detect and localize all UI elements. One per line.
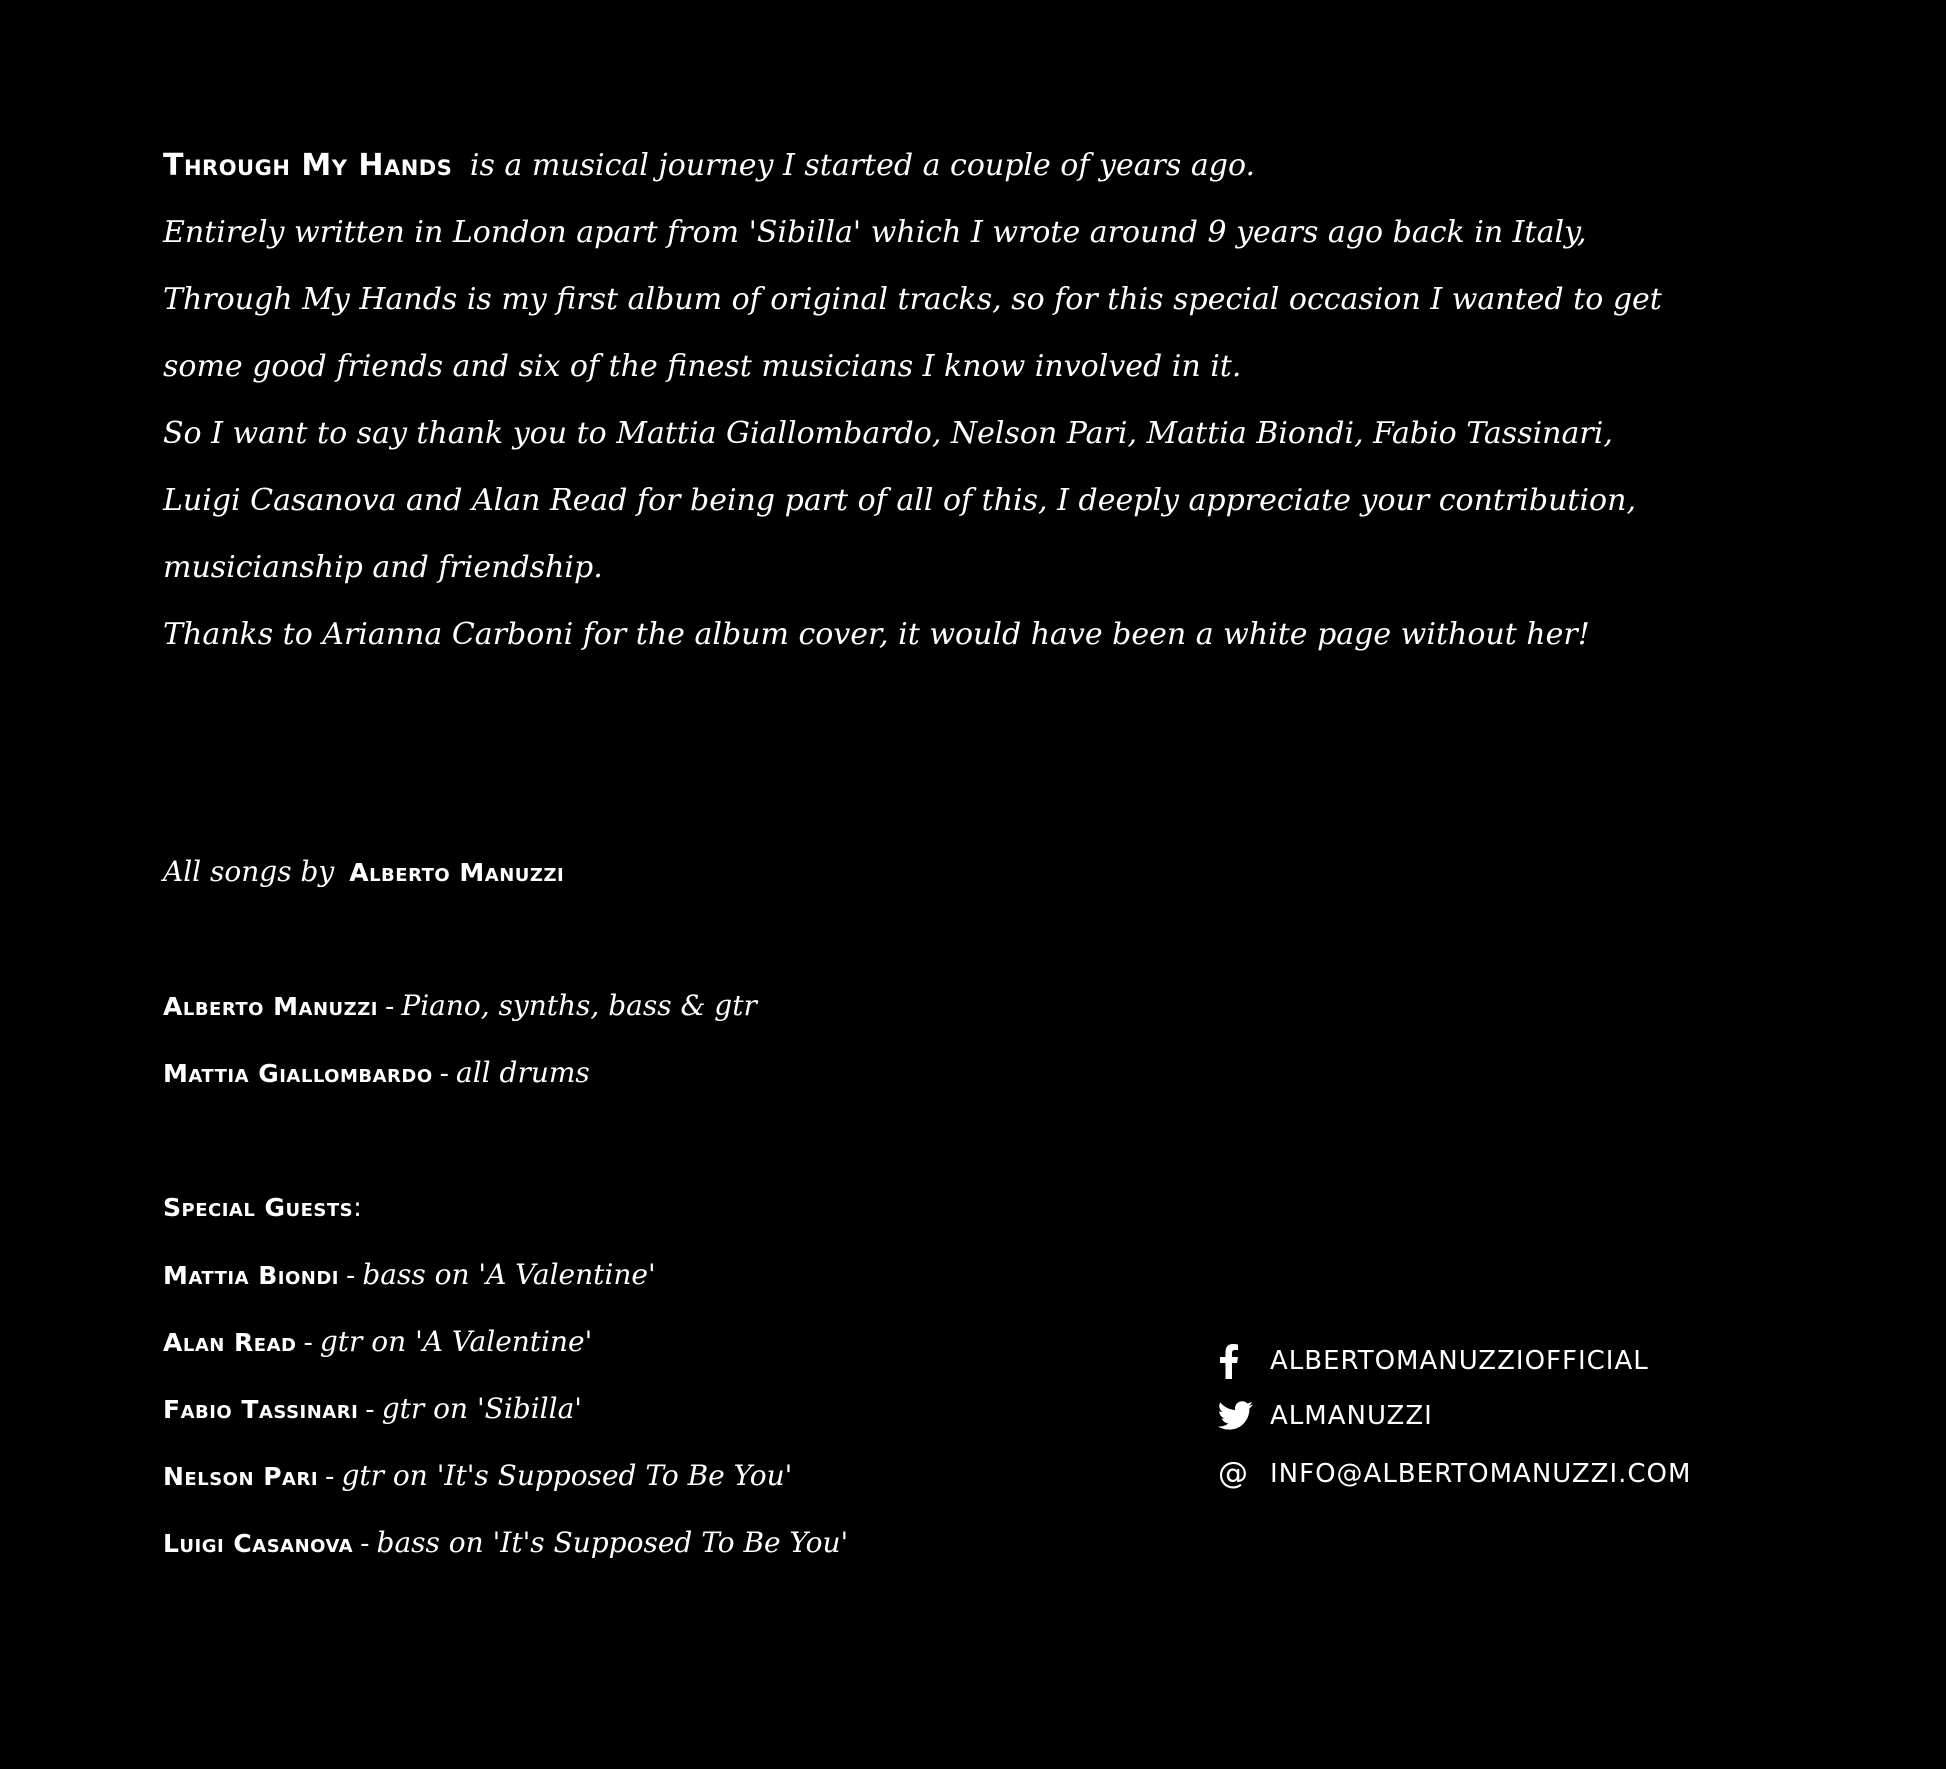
at-glyph: @ [1218, 1456, 1248, 1491]
guest-role: gtr on 'It's Supposed To Be You' [341, 1459, 793, 1492]
twitter-icon [1218, 1396, 1258, 1436]
intro-line-3: Through My Hands is my first album of original tracks, so for this special occasion I wanted to get [163, 282, 1662, 317]
guest-row [163, 1456, 792, 1497]
facebook-icon [1218, 1341, 1258, 1381]
guest-role: gtr on 'Sibilla' [381, 1392, 582, 1425]
songs-credit-name: Alberto Manuzzi [349, 858, 565, 887]
songs-credit-prefix: All songs by [163, 855, 335, 888]
member-role: all drums [456, 1056, 590, 1089]
guest-role: gtr on 'A Valentine' [319, 1325, 593, 1358]
band-member-row [163, 1053, 590, 1094]
intro-line-7: musicianship and friendship. [163, 550, 603, 585]
guest-row [163, 1389, 582, 1430]
email-link[interactable] [1218, 1452, 1818, 1496]
guest-separator: - [360, 1529, 370, 1559]
member-separator: - [384, 992, 395, 1022]
intro-line-1 [163, 132, 1823, 199]
intro-text [163, 132, 1823, 668]
twitter-link[interactable] [1218, 1394, 1818, 1438]
special-guests-heading [163, 1188, 362, 1228]
band-member-row [163, 986, 757, 1027]
intro-line-6: Luigi Casanova and Alan Read for being part of all of this, I deeply appreciate your contribution, [163, 483, 1636, 518]
guest-role: bass on 'A Valentine' [362, 1258, 656, 1291]
intro-line-2: Entirely written in London apart from 'Sibilla' which I wrote around 9 years ago back in Italy, [163, 215, 1587, 250]
guest-separator: - [325, 1462, 335, 1492]
guest-separator: - [345, 1261, 356, 1291]
member-role: Piano, synths, bass & gtr [401, 989, 757, 1022]
special-guests-colon: : [353, 1193, 362, 1223]
special-guests-title: Special Guests [163, 1193, 354, 1222]
guest-name: Nelson Pari [163, 1462, 319, 1491]
intro-line-5: So I want to say thank you to Mattia Giallombardo, Nelson Pari, Mattia Biondi, Fabio Tassinari, [163, 416, 1613, 451]
guest-separator: - [303, 1328, 313, 1358]
intro-line-4: some good friends and six of the finest musicians I know involved in it. [163, 349, 1242, 384]
email-address: INFO@ALBERTOMANUZZI.COM [1270, 1459, 1692, 1489]
album-title: Through My Hands [163, 148, 453, 183]
songs-credit [163, 852, 564, 893]
at-icon [1218, 1454, 1258, 1494]
guest-name: Alan Read [163, 1328, 297, 1357]
intro-line-8: Thanks to Arianna Carboni for the album cover, it would have been a white page without her! [163, 617, 1590, 652]
twitter-handle: ALMANUZZI [1270, 1401, 1433, 1431]
facebook-link[interactable] [1218, 1339, 1818, 1383]
member-name: Mattia Giallombardo [163, 1059, 433, 1088]
guest-name: Luigi Casanova [163, 1529, 354, 1558]
member-separator: - [439, 1059, 450, 1089]
guest-row [163, 1523, 848, 1564]
guest-separator: - [365, 1395, 375, 1425]
guest-row [163, 1322, 592, 1363]
guest-name: Mattia Biondi [163, 1261, 339, 1290]
guest-role: bass on 'It's Supposed To Be You' [376, 1526, 849, 1559]
guest-name: Fabio Tassinari [163, 1395, 359, 1424]
intro-line-text: is a musical journey I started a couple of years ago. [469, 148, 1256, 183]
facebook-handle: ALBERTOMANUZZIOFFICIAL [1270, 1346, 1649, 1376]
member-name: Alberto Manuzzi [163, 992, 378, 1021]
guest-row [163, 1255, 656, 1296]
